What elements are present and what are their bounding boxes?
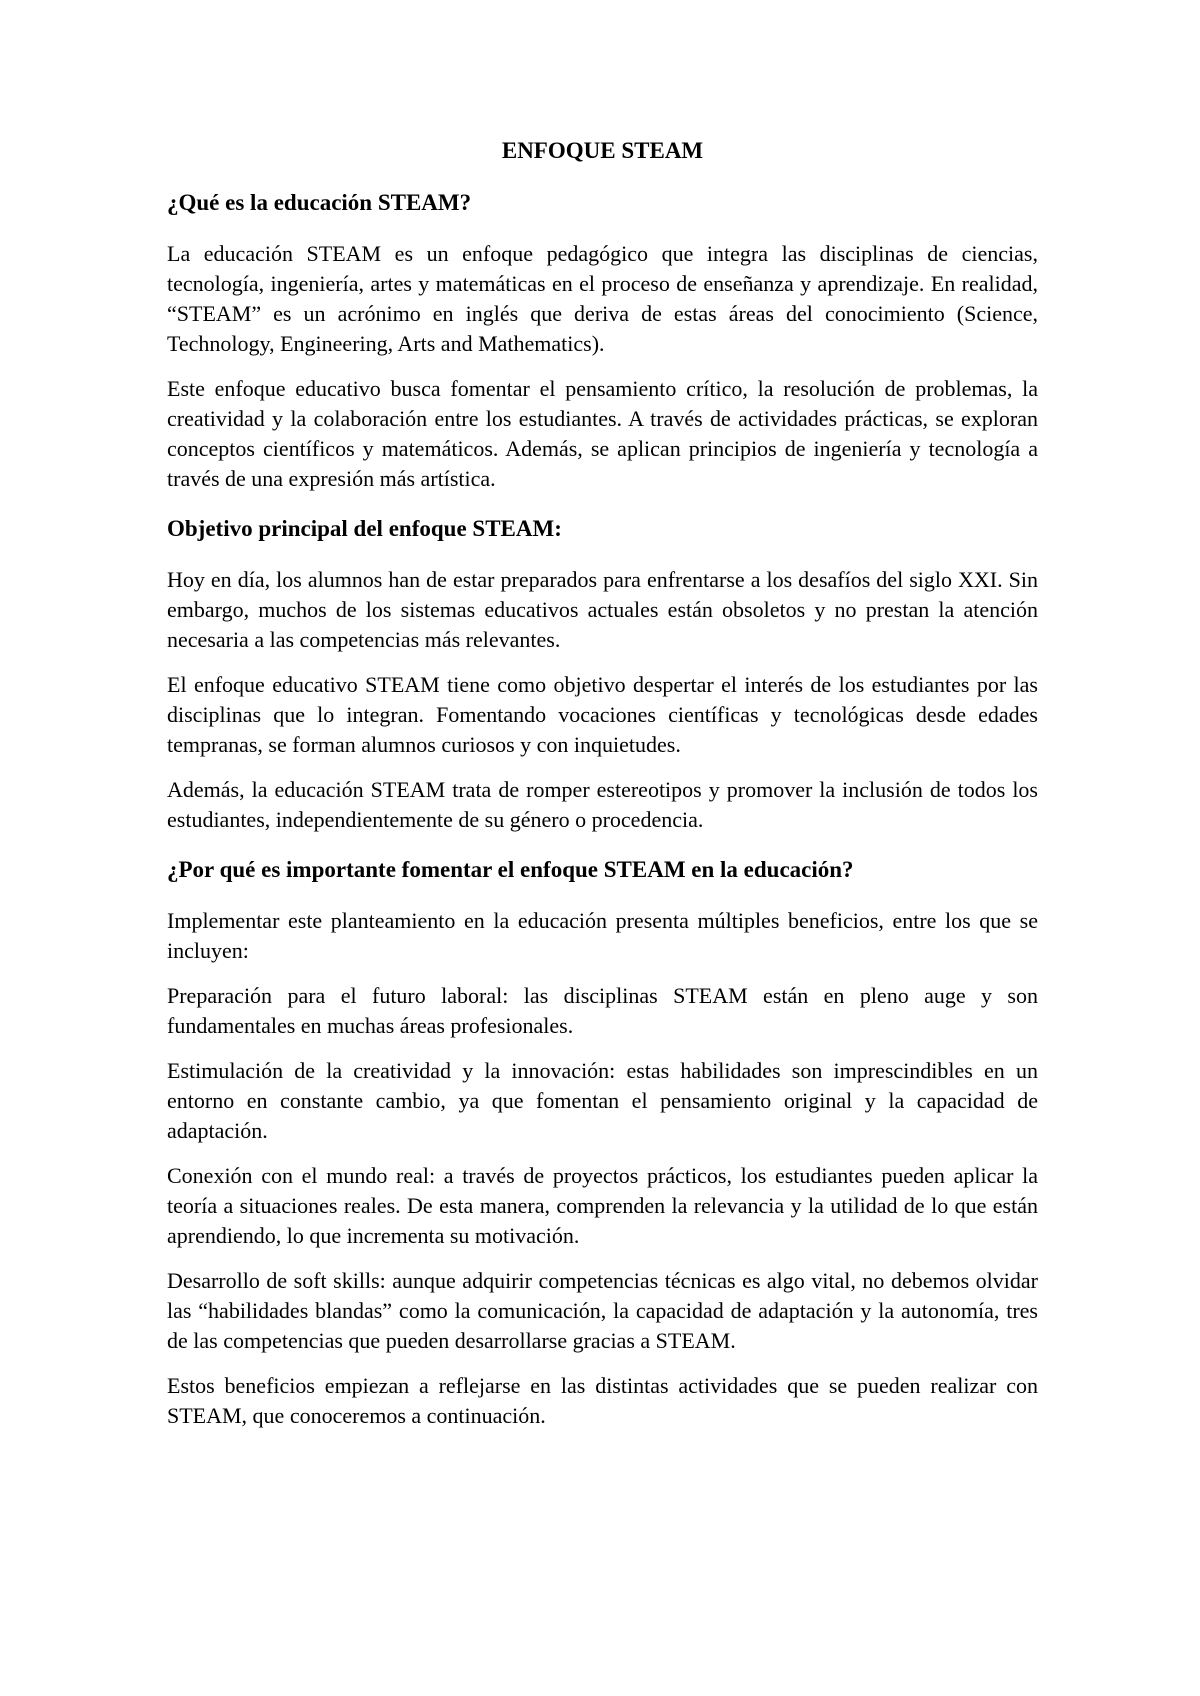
body-paragraph: Hoy en día, los alumnos han de estar preparados para enfrentarse a los desafíos del siglo XXI. Sin embargo, muchos de los sistemas educativos actuales están obsoletos y no prestan la atención necesaria a las competencias más relevantes. — [167, 567, 1038, 652]
body-paragraph: Estos beneficios empiezan a reflejarse en las distintas actividades que se pueden realizar con STEAM, que conoceremos a continuación. — [167, 1373, 1038, 1428]
body-paragraph: Estimulación de la creatividad y la innovación: estas habilidades son imprescindibles en un entorno en constante cambio, ya que fomentan el pensamiento original y la capacidad de adaptación. — [167, 1058, 1038, 1143]
body-paragraph: Preparación para el futuro laboral: las disciplinas STEAM están en pleno auge y son fundamentales en muchas áreas profesionales. — [167, 983, 1038, 1038]
document-title: ENFOQUE STEAM — [501, 138, 704, 163]
section-heading-objetivo: Objetivo principal del enfoque STEAM: — [167, 516, 562, 541]
body-paragraph: Implementar este planteamiento en la educación presenta múltiples beneficios, entre los que se incluyen: — [167, 908, 1038, 963]
body-paragraph: Además, la educación STEAM trata de romper estereotipos y promover la inclusión de todos los estudiantes, independientemente de su género o procedencia. — [167, 777, 1038, 832]
body-paragraph: Conexión con el mundo real: a través de proyectos prácticos, los estudiantes pueden aplicar la teoría a situaciones reales. De esta manera, comprenden la relevancia y la utilidad de lo que están aprendiendo, lo que incrementa su motivación. — [167, 1163, 1038, 1248]
section-heading-por-que: ¿Por qué es importante fomentar el enfoque STEAM en la educación? — [167, 857, 854, 882]
body-paragraph: El enfoque educativo STEAM tiene como objetivo despertar el interés de los estudiantes por las disciplinas que lo integran. Fomentando vocaciones científicas y tecnológicas desde edades tempranas, se forman alumnos curiosos y con inquietudes. — [167, 672, 1038, 757]
body-paragraph: Desarrollo de soft skills: aunque adquirir competencias técnicas es algo vital, no debemos olvidar las “habilidades blandas” como la comunicación, la capacidad de adaptación y la autonomía, tres de las competencias que pueden desarrollarse gracias a STEAM. — [167, 1268, 1038, 1353]
body-paragraph: Este enfoque educativo busca fomentar el pensamiento crítico, la resolución de problemas, la creatividad y la colaboración entre los estudiantes. A través de actividades prácticas, se exploran conceptos científicos y matemáticos. Además, se aplican principios de ingeniería y tecnología a través de una expresión más artística. — [167, 376, 1038, 491]
section-heading-que-es: ¿Qué es la educación STEAM? — [167, 190, 472, 215]
body-paragraph: La educación STEAM es un enfoque pedagógico que integra las disciplinas de ciencias, tecnología, ingeniería, artes y matemáticas en el proceso de enseñanza y aprendizaje. En realidad, “STEAM” es un acrónimo en inglés que deriva de estas áreas del conocimiento (Science, Technology, Engineering, Arts and Mathematics). — [167, 241, 1038, 356]
